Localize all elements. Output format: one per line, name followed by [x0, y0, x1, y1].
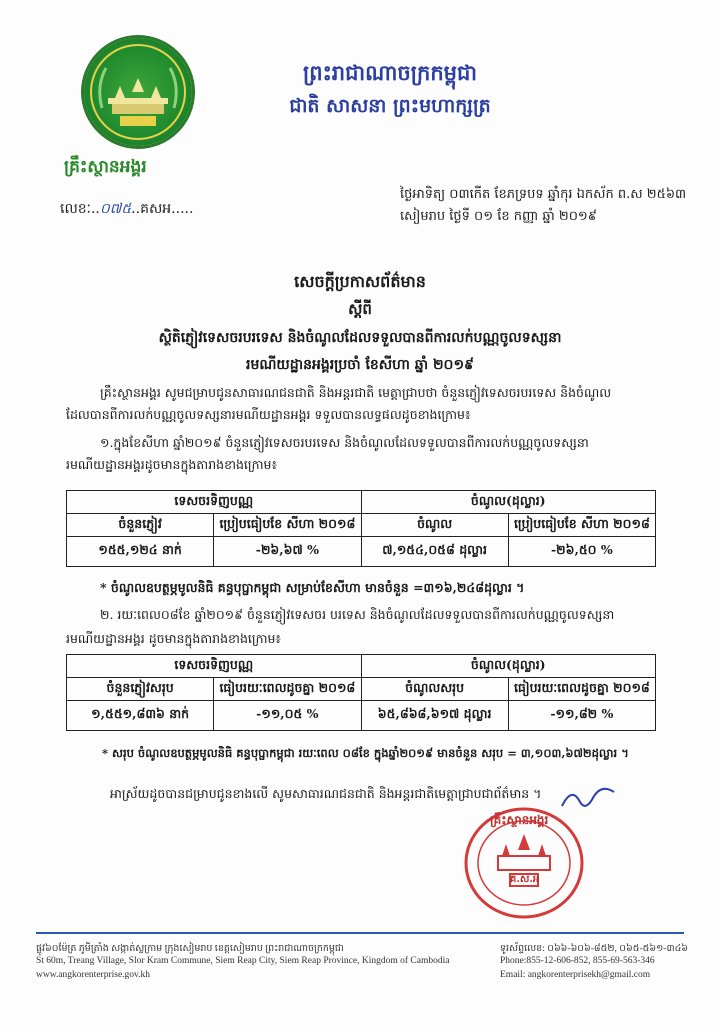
section1-line-1: ១.ក្នុងខែសីហា ឆ្នាំ២០១៩ ចំនួនភ្ញៀវទេសចរបរទេស និងចំណូលដែលទទួលបានពីការលក់បណ្ណចូលទស្សនា — [100, 435, 589, 450]
document-title: សេចក្តីប្រកាសព័ត៌មាន — [294, 272, 426, 291]
table-cell: -២៦,៥០ % — [508, 537, 655, 567]
table-cell: ៧,១៥៤,០៥៨ ដុល្លារ — [361, 537, 508, 567]
section1-line-2: រមណីយដ្ឋានអង្គរដូចមានក្នុងតារាងខាងក្រោម៖ — [66, 457, 277, 472]
table-header: ធៀបរយៈពេលដូចគ្នា ២០១៨ — [214, 678, 361, 701]
table-header: ប្រៀបធៀបខែ សីហា ២០១៨ — [508, 514, 655, 537]
table-cell: -២៦,៦៧ % — [214, 537, 361, 567]
ref-number-handwritten: ០៧៥ — [99, 201, 132, 217]
section2-line-2: រមណីយដ្ឋានអង្គរ ដូចមានក្នុងតារាងខាងក្រោម៖ — [66, 631, 281, 646]
table-header: ចំណូល — [361, 514, 508, 537]
table-header: ចំនួនភ្ញៀវ — [67, 514, 214, 537]
lunar-date: ថ្ងៃអាទិត្យ ០៣កើត ខែភទ្របទ ឆ្នាំកុរ ឯកស័ក ព.ស ២៥៦៣ — [400, 187, 687, 202]
closing-text: អាស្រ័យដូចបានជម្រាបជូនខាងលើ សូមសាធារណជនជាតិ និងអន្តរជាតិមេត្តាជ្រាបជាព័ត៌មាន ។ — [110, 786, 542, 801]
table-group-visitors: ទេសចរទិញបណ្ណ — [67, 491, 362, 514]
footer-phone-en: Phone:855-12-606-852, 855-69-563-346 — [500, 956, 655, 966]
kingdom-heading: ព្រះរាជាណាចក្រកម្ពុជា — [302, 60, 477, 85]
title-period: រមណីយដ្ឋានអង្គរប្រចាំ ខែសីហា ឆ្នាំ ២០១៩ — [246, 357, 474, 373]
table-header: ចំណូលសរុប — [361, 678, 508, 701]
title-subject-label: ស្តីពី — [348, 300, 372, 318]
angkor-temple-icon — [104, 78, 172, 118]
national-motto: ជាតិ សាសនា ព្រះមហាក្សត្រ — [289, 95, 491, 117]
footer-website: www.angkorenterprise.gov.kh — [36, 970, 151, 980]
table-cell: -១១,៨២ % — [508, 701, 655, 731]
table-cell: ១៥៥,១២៤ នាក់ — [67, 537, 214, 567]
stamp-text: គ្រឹះស្ថានអង្គរ — [490, 813, 549, 827]
footer-address-en: St 60m, Treang Village, Slor Kram Commune, Siem Reap City, Siem Reap Province, Kingdom of Cambodia — [36, 956, 450, 966]
table-group-visitors: ទេសចរទិញបណ្ណ — [67, 655, 362, 678]
table-header: ប្រៀបធៀបខែ សីហា ២០១៨ — [214, 514, 361, 537]
footer-address-kh: ផ្លូវ៦០ម៉ែត្រ ភូមិត្រាំង សង្កាត់ស្លក្រាម ក្រុងសៀមរាប ខេត្តសៀមរាប ព្រះរាជាណាចក្រកម្ពុជា — [36, 944, 344, 954]
organization-name: គ្រឹះស្ថានអង្គរ — [64, 157, 147, 177]
footer-divider — [36, 932, 684, 934]
table-group-revenue: ចំណូល(ដុល្លារ) — [361, 655, 656, 678]
title-subject: ស្ថិតិភ្ញៀវទេសចរបរទេស និងចំណូលដែលទទួលបានពីការលក់បណ្ណចូលទស្សនា — [158, 330, 562, 346]
reference-number: លេខៈ..០៧៥..គសអ..... — [60, 201, 194, 217]
table-group-revenue: ចំណូល(ដុល្លារ) — [361, 491, 656, 514]
section1-note: * ចំណូលឧបត្ថម្ភមូលនិធិ គន្ធបុប្ផាកម្ពុជា សម្រាប់ខែសីហា មានចំនួន =៣១៦,២៤៨ដុល្លារ ។ — [100, 580, 525, 595]
intro-line-1: គ្រឹះស្ថានអង្គរ សូមជម្រាបជូនសាធារណជនជាតិ និងអន្តរជាតិ មេត្តាជ្រាបថា ចំនួនភ្ញៀវទេសចរបរទេស និងចំណូល — [100, 385, 612, 400]
table-cell: -១១,០៥ % — [214, 701, 361, 731]
footer-email: Email: angkorenterprisekh@gmail.com — [500, 970, 651, 980]
section2-line-1: ២. រយៈពេល០៨ខែ ឆ្នាំ២០១៩ ចំនួនភ្ញៀវទេសចរ បរទេស និងចំណូលដែលទទួលបានពីការលក់បណ្ណចូលទស្សនា — [100, 607, 615, 622]
table-eight-months — [66, 654, 656, 731]
organization-logo — [84, 38, 192, 146]
section2-note: * សរុប ចំណូលឧបត្ថម្ភមូលនិធិ គន្ធបុប្ផាកម្ពុជា រយៈពេល ០៨ខែ ក្នុងឆ្នាំ២០១៩ មានចំនួន សរុប = ៣,១០៣,៦៧២ដុល្លារ ។ — [102, 746, 629, 760]
table-cell: ១,៥៥១,៨៣៦ នាក់ — [67, 701, 214, 731]
table-header: ធៀបរយៈពេលដូចគ្នា ២០១៨ — [508, 678, 655, 701]
stamp-code: គ.ស.អ — [510, 874, 540, 885]
solar-date: សៀមរាប ថ្ងៃទី ០១ ខែ កញ្ញា ឆ្នាំ ២០១៩ — [400, 209, 597, 224]
footer-phone-kh: ទូរស័ព្ទលេខ: ០៦៦-៦០៦-៨៥២, ០៦៥-៥៦១-៣៤៦ — [500, 944, 689, 954]
table-header: ចំនួនភ្ញៀវសរុប — [67, 678, 214, 701]
intro-line-2: ដែលបានពីការលក់បណ្ណចូលទស្សនារមណីយដ្ឋានអង្គរ ទទួលបានលទ្ធផលដូចខាងក្រោម៖ — [66, 407, 471, 422]
table-monthly — [66, 490, 656, 567]
table-cell: ៦៥,៨៦៨,៦១៧ ដុល្លារ — [361, 701, 508, 731]
